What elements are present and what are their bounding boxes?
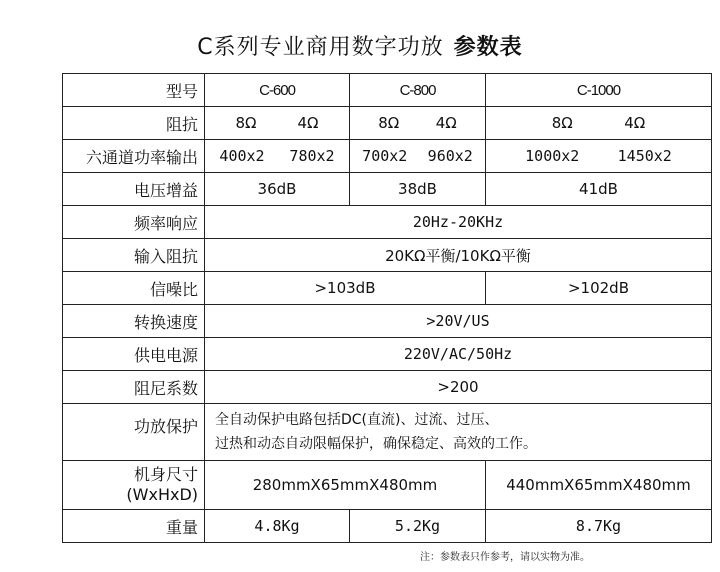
row-damping [63,371,712,404]
impedance-c1000-4: 4Ω [624,114,646,132]
gain-c800: 38dB [350,173,486,206]
output-c800-8: 700x2 [362,147,408,165]
protection-value [205,404,712,461]
impedance-c600 [205,107,350,140]
row-weight [63,510,712,543]
label-input-impedance: 输入阻抗 [63,239,205,272]
title-main: C系列专业商用数字功放 [197,35,444,60]
footnote: 注：参数表只作参考，请以实物为准。 [420,552,590,563]
size-c1000: 440mmX65mmX480mm [486,461,712,510]
output-c1000-4: 1450x2 [617,147,672,165]
snr-c1000: >102dB [486,272,712,305]
protection-line-1: 全自动保护电路包括DC(直流)、过流、过压、 [215,412,499,428]
row-gain [63,173,712,206]
row-model [63,74,712,107]
label-snr: 信噪比 [63,272,205,305]
label-weight: 重量 [63,510,205,543]
row-input-impedance [63,239,712,272]
label-power: 供电电源 [63,338,205,371]
power-value: 220V/AC/50Hz [205,338,712,371]
weight-c800: 5.2Kg [350,510,486,543]
row-impedance [63,107,712,140]
label-gain: 电压增益 [63,173,205,206]
snr-c600-c800: >103dB [205,272,486,305]
output-c600-4: 780x2 [289,147,335,165]
output-c800-4: 960x2 [427,147,473,165]
label-protection: 功放保护 [63,404,205,461]
gain-c1000: 41dB [486,173,712,206]
impedance-c1000-8: 8Ω [551,114,573,132]
weight-c1000: 8.7Kg [486,510,712,543]
model-c1000: C-1000 [486,74,712,107]
label-size-line-1: 机身尺寸 [133,465,198,484]
gain-c600: 36dB [205,173,350,206]
output-c600 [205,140,350,173]
model-c600: C-600 [205,74,350,107]
label-impedance: 阻抗 [63,107,205,140]
model-c800: C-800 [350,74,486,107]
impedance-c800-8: 8Ω [378,114,400,132]
protection-line-2: 过热和动态自动限幅保护，确保稳定、高效的工作。 [215,436,537,452]
label-damping: 阻尼系数 [63,371,205,404]
damping-value: >200 [205,371,712,404]
impedance-c600-4: 4Ω [297,114,319,132]
row-slew [63,305,712,338]
row-size [63,461,712,510]
input-impedance-value: 20KΩ平衡/10KΩ平衡 [205,239,712,272]
output-c600-8: 400x2 [219,147,265,165]
size-c600-c800: 280mmX65mmX480mm [205,461,486,510]
label-slew: 转换速度 [63,305,205,338]
slew-value: >20V/US [205,305,712,338]
output-c800 [350,140,486,173]
output-c1000-8: 1000x2 [525,147,580,165]
label-size [63,461,205,510]
label-model: 型号 [63,74,205,107]
row-power [63,338,712,371]
label-freq: 频率响应 [63,206,205,239]
weight-c600: 4.8Kg [205,510,350,543]
spec-table [62,73,712,543]
row-snr [63,272,712,305]
freq-value: 20Hz-20KHz [205,206,712,239]
impedance-c1000 [486,107,712,140]
impedance-c600-8: 8Ω [235,114,257,132]
output-c1000 [486,140,712,173]
row-output [63,140,712,173]
row-protection [63,404,712,461]
title-suffix: 参数表 [453,35,523,60]
page-title [0,30,720,61]
impedance-c800 [350,107,486,140]
label-size-line-2: (WxHxD) [126,485,198,504]
label-output: 六通道功率输出 [63,140,205,173]
impedance-c800-4: 4Ω [435,114,457,132]
row-freq [63,206,712,239]
